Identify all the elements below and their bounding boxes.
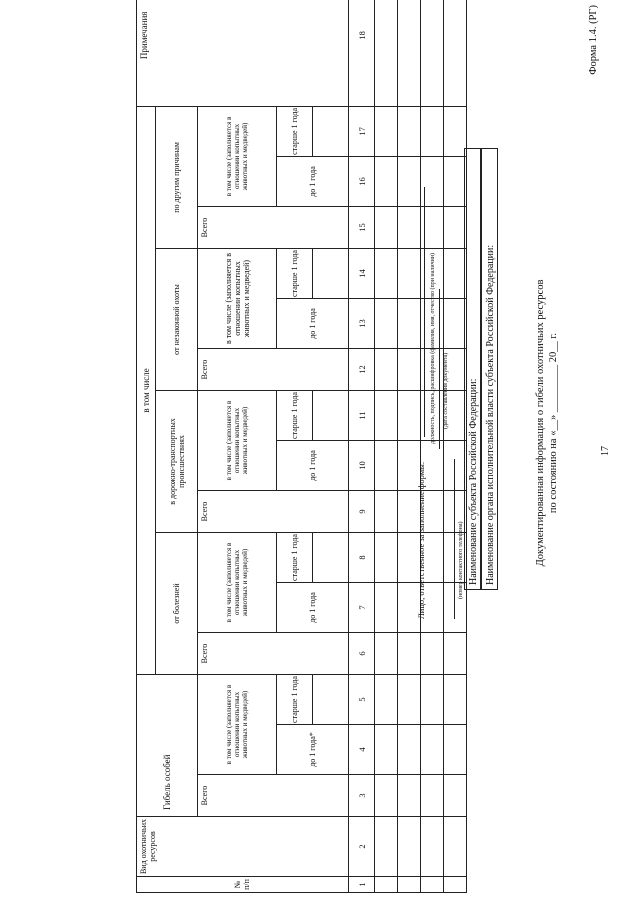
table-cell[interactable] — [375, 0, 398, 106]
phone-caption: (номер контактного телефона) — [458, 521, 464, 599]
column-number: 15 — [348, 207, 374, 249]
table-cell[interactable] — [375, 207, 398, 249]
table-cell[interactable] — [444, 633, 467, 675]
table-cell[interactable] — [375, 725, 398, 775]
table-cell[interactable] — [398, 249, 421, 299]
authority-name-label: Наименование органа исполнительной власти субъекта Российской Федерации: — [485, 244, 496, 585]
header-death: Гибель особей — [137, 675, 198, 817]
date-line — [439, 289, 440, 449]
authority-name-field — [481, 148, 498, 590]
column-number: 13 — [348, 299, 374, 349]
header-other-causes: по другим причинам — [156, 106, 198, 248]
header-disease: от болезней — [156, 533, 198, 675]
blank-cell — [312, 106, 348, 156]
table-cell[interactable] — [421, 0, 444, 106]
column-number: 6 — [348, 633, 374, 675]
table-cell[interactable] — [444, 877, 467, 893]
table-cell[interactable] — [398, 675, 421, 725]
date-caption: (дата составления документа) — [443, 352, 449, 429]
table-cell[interactable] — [398, 633, 421, 675]
header-notes: Примечания — [137, 0, 349, 106]
column-number: 3 — [348, 775, 374, 817]
header-other-under-one: до 1 года — [276, 157, 348, 207]
table-cell[interactable] — [375, 675, 398, 725]
table-cell[interactable] — [398, 775, 421, 817]
table-cell[interactable] — [398, 207, 421, 249]
table-cell[interactable] — [444, 817, 467, 877]
column-number: 1 — [348, 877, 374, 893]
column-number: 11 — [348, 391, 374, 441]
column-number: 2 — [348, 817, 374, 877]
table-cell[interactable] — [421, 675, 444, 725]
column-number: 12 — [348, 349, 374, 391]
table-cell[interactable] — [375, 877, 398, 893]
table-cell[interactable] — [444, 249, 467, 299]
death-data-table — [136, 0, 467, 893]
responsible-person-label: Лицо, ответственное за заполнение формы: — [416, 461, 426, 619]
table-cell[interactable] — [375, 533, 398, 583]
table-row — [421, 0, 444, 893]
header-poaching-detail: в том числе (заполняется в отношении копытных животных и медведей) — [198, 249, 276, 349]
form-label: Форма 1.4. (РГ) — [588, 5, 599, 75]
blank-cell — [312, 249, 348, 299]
blank-cell — [312, 675, 348, 725]
table-cell[interactable] — [444, 299, 467, 349]
header-death-under-one: до 1 года* — [276, 725, 348, 775]
table-cell[interactable] — [398, 0, 421, 106]
header-including: в том числе — [137, 106, 156, 674]
header-disease-older-one: старше 1 года — [276, 533, 312, 583]
column-number: 10 — [348, 441, 374, 491]
signature-line — [424, 187, 425, 437]
table-cell[interactable] — [444, 0, 467, 106]
phone-line — [454, 459, 455, 619]
header-disease-detail: в том числе (заполняется в отношении копытных животных и медведей) — [198, 533, 276, 633]
table-cell[interactable] — [421, 877, 444, 893]
column-number: 16 — [348, 157, 374, 207]
table-cell[interactable] — [398, 877, 421, 893]
table-cell[interactable] — [375, 349, 398, 391]
header-road-total: Всего — [198, 491, 349, 533]
table-cell[interactable] — [421, 775, 444, 817]
header-other-total: Всего — [198, 207, 349, 249]
header-row-3 — [198, 0, 276, 893]
header-poaching-total: Всего — [198, 349, 349, 391]
column-number: 4 — [348, 725, 374, 775]
header-road-older-one: старше 1 года — [276, 391, 312, 441]
title-line-1: Документированная информация о гибели охотничьих ресурсов — [535, 279, 546, 567]
table-cell[interactable] — [444, 207, 467, 249]
header-species: Вид охотничьих ресурсов — [137, 817, 349, 877]
header-poaching-older-one: старше 1 года — [276, 249, 312, 299]
table-cell[interactable] — [398, 725, 421, 775]
header-death-detail: в том числе (заполняется в отношении копытных животных и медведей) — [198, 675, 276, 775]
table-cell[interactable] — [444, 157, 467, 207]
table-cell[interactable] — [444, 775, 467, 817]
header-road-accidents: в дорожно-транспортных происшествиях — [156, 391, 198, 533]
header-death-older-one: старше 1 года — [276, 675, 312, 725]
table-cell[interactable] — [398, 157, 421, 207]
table-cell[interactable] — [375, 775, 398, 817]
column-number: 5 — [348, 675, 374, 725]
table-cell[interactable] — [375, 299, 398, 349]
table-cell[interactable] — [398, 817, 421, 877]
header-disease-total: Всего — [198, 633, 349, 675]
table-cell[interactable] — [375, 817, 398, 877]
table-cell[interactable] — [375, 249, 398, 299]
header-disease-under-one: до 1 года — [276, 583, 348, 633]
blank-cell — [312, 533, 348, 583]
page-number: 17 — [600, 446, 611, 456]
blank-cell — [312, 391, 348, 441]
table-row — [375, 0, 398, 893]
header-other-older-one: старше 1 года — [276, 106, 312, 156]
table-cell[interactable] — [444, 106, 467, 156]
table-cell[interactable] — [421, 725, 444, 775]
table-cell[interactable] — [375, 633, 398, 675]
table-cell[interactable] — [398, 299, 421, 349]
header-road-under-one: до 1 года — [276, 441, 348, 491]
column-number: 14 — [348, 249, 374, 299]
table-cell[interactable] — [398, 106, 421, 156]
header-poaching-under-one: до 1 года — [276, 299, 348, 349]
table-cell[interactable] — [421, 106, 444, 156]
header-road-detail: в том числе (заполняется в отношении копытных животных и медведей) — [198, 391, 276, 491]
header-poaching: от незаконной охоты — [156, 249, 198, 391]
header-death-total: Всего — [198, 775, 349, 817]
table-cell[interactable] — [375, 491, 398, 533]
table-cell[interactable] — [421, 817, 444, 877]
document-title — [534, 173, 560, 673]
table-row — [398, 0, 421, 893]
table-cell[interactable] — [444, 441, 467, 491]
column-number: 18 — [348, 0, 374, 106]
header-row-4 — [276, 0, 312, 893]
table-cell[interactable] — [444, 725, 467, 775]
table-cell[interactable] — [375, 391, 398, 441]
column-number: 8 — [348, 533, 374, 583]
header-row-1 — [137, 0, 156, 893]
table-cell[interactable] — [375, 106, 398, 156]
table-cell[interactable] — [444, 675, 467, 725]
column-number: 9 — [348, 491, 374, 533]
table-cell[interactable] — [398, 391, 421, 441]
table-cell[interactable] — [421, 633, 444, 675]
column-numbers-row — [348, 0, 374, 893]
title-line-2: по состоянию на «__» _________ 20__ г. — [548, 332, 559, 514]
column-number: 17 — [348, 106, 374, 156]
table-cell[interactable] — [375, 441, 398, 491]
header-other-detail: в том числе (заполняется в отношении копытных животных и медведей) — [198, 106, 276, 206]
table-row — [444, 0, 467, 893]
table-cell[interactable] — [375, 583, 398, 633]
column-number: 7 — [348, 583, 374, 633]
table-cell[interactable] — [375, 157, 398, 207]
subject-name-label: Наименование субъекта Российской Федерации: — [468, 378, 479, 585]
table-cell[interactable] — [398, 349, 421, 391]
header-num: № п/п — [137, 877, 349, 893]
position-caption: должность, подпись, расшифровка (фамилия, имя, отчество (при наличии) — [430, 252, 436, 444]
